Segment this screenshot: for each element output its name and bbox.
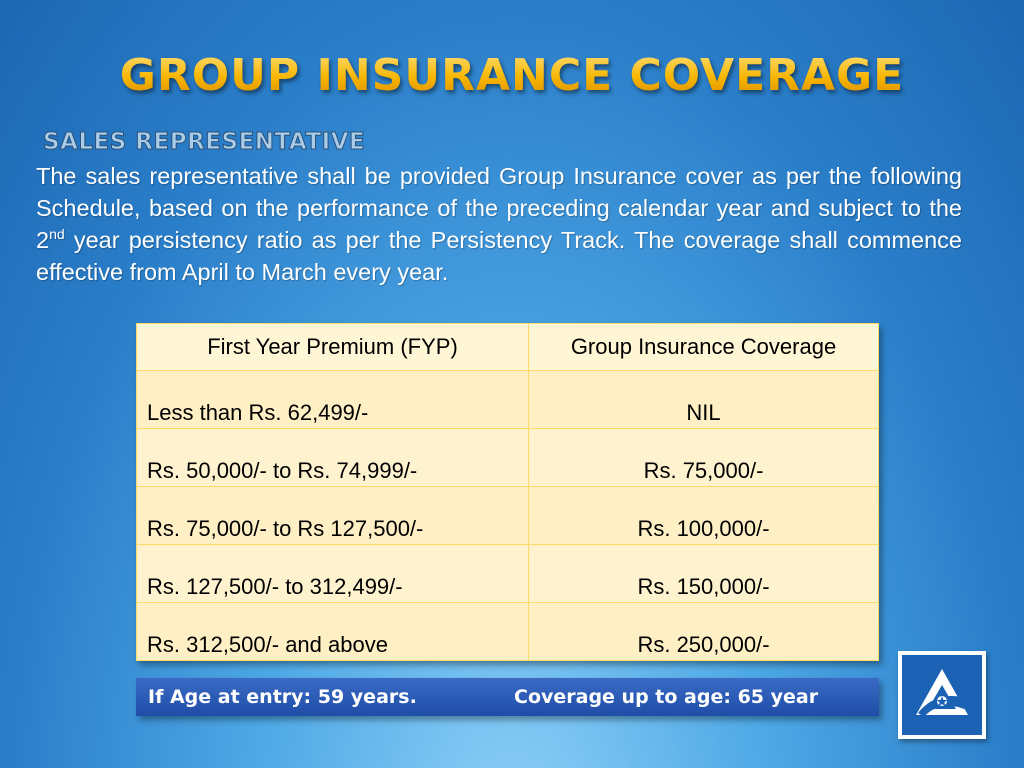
- age-at-entry-text: If Age at entry: 59 years.: [148, 686, 417, 708]
- fyp-cell: Less than Rs. 62,499/-: [137, 371, 529, 429]
- page-title: GROUP INSURANCE COVERAGE: [0, 50, 1024, 101]
- description-paragraph: [36, 160, 962, 288]
- paragraph-superscript: nd: [49, 226, 65, 243]
- fyp-cell: Rs. 75,000/- to Rs 127,500/-: [137, 487, 529, 545]
- table-row: [137, 545, 879, 603]
- table-row: [137, 487, 879, 545]
- table-row: [137, 371, 879, 429]
- age-coverage-bar: [136, 678, 879, 716]
- coverage-cell: Rs. 250,000/-: [529, 603, 879, 661]
- coverage-cell: Rs. 100,000/-: [529, 487, 879, 545]
- fyp-cell: Rs. 50,000/- to Rs. 74,999/-: [137, 429, 529, 487]
- fyp-cell: Rs. 127,500/- to 312,499/-: [137, 545, 529, 603]
- header-fyp: First Year Premium (FYP): [137, 324, 529, 371]
- company-logo-icon: [902, 655, 982, 735]
- coverage-cell: Rs. 75,000/-: [529, 429, 879, 487]
- table-header-row: [137, 324, 879, 371]
- paragraph-part-1: The sales representative shall be provided Group Insurance cover as per the following Schedule, based on the performance of the preceding calendar year and subject to the 2: [36, 163, 962, 253]
- coverage-table: [136, 323, 879, 661]
- fyp-cell: Rs. 312,500/- and above: [137, 603, 529, 661]
- section-subtitle: SALES REPRESENTATIVE: [43, 129, 366, 155]
- table-row: [137, 603, 879, 661]
- header-coverage: Group Insurance Coverage: [529, 324, 879, 371]
- coverage-cell: NIL: [529, 371, 879, 429]
- paragraph-part-2: year persistency ratio as per the Persistency Track. The coverage shall commence effective from April to March every year.: [36, 227, 962, 285]
- coverage-cell: Rs. 150,000/-: [529, 545, 879, 603]
- company-logo: [898, 651, 986, 739]
- coverage-age-text: Coverage up to age: 65 year: [514, 686, 819, 708]
- table-row: [137, 429, 879, 487]
